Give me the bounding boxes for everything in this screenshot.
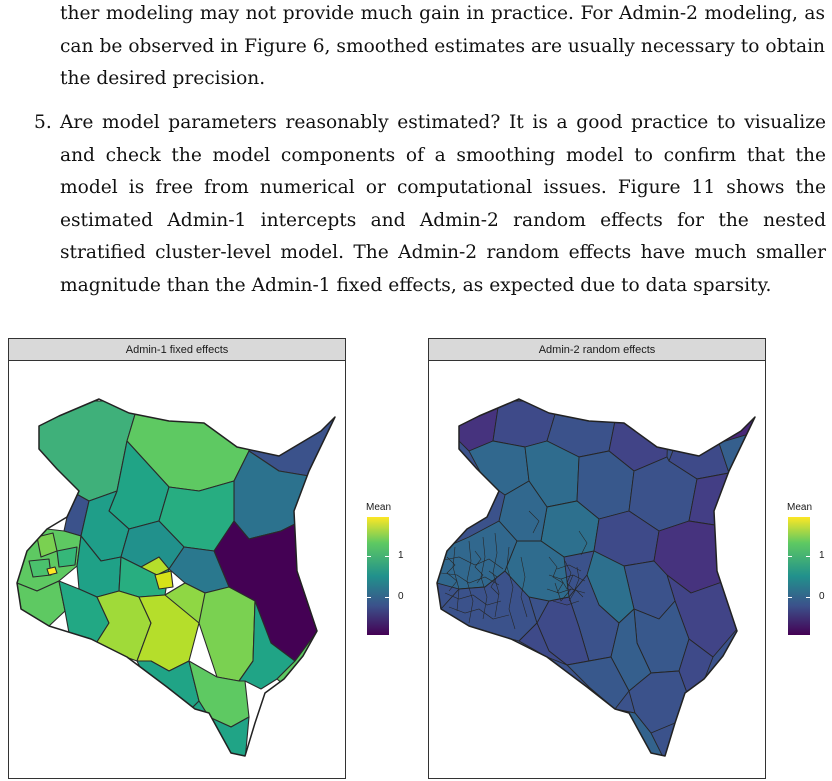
tick-label-1: 1 — [398, 550, 404, 561]
tick-1-right — [806, 556, 810, 557]
tick-label-0: 0 — [398, 591, 404, 602]
list-item-number: 5. — [34, 112, 52, 133]
tick-label-0: 0 — [819, 591, 825, 602]
tick-0-left — [788, 597, 792, 598]
admin1-fixed-effects-map — [9, 361, 345, 778]
colorbar — [788, 517, 810, 635]
admin2-random-effects-map — [429, 361, 765, 778]
tick-1-left — [788, 556, 792, 557]
tick-0-right — [385, 597, 389, 598]
tick-label-1: 1 — [819, 550, 825, 561]
legend-title: Mean — [787, 502, 813, 513]
legend-title: Mean — [366, 502, 392, 513]
panel-strip-title: Admin-2 random effects — [429, 339, 765, 361]
colorbar — [367, 517, 389, 635]
tick-0-left — [367, 597, 371, 598]
tick-0-right — [806, 597, 810, 598]
list-item-text: Are model parameters reasonably estimated? It is a good practice to visualize and check the model components of a smoothing model to confirm that the model is free from numerical or computational issues. Figure 11 shows the estimated Admin-1 intercepts and Admin-2 random effects for the nested stratified cluster-level model. The Admin-2 random effects have much smaller magnitude than the Admin-1 fixed effects, as expected due to data sparsity. — [60, 112, 826, 296]
tick-1-right — [385, 556, 389, 557]
panel-strip-title: Admin-1 fixed effects — [9, 339, 345, 361]
admin2-map-panel — [428, 338, 766, 779]
tick-1-left — [367, 556, 371, 557]
admin1-map-panel — [8, 338, 346, 779]
paragraph-continued: ther modeling may not provide much gain in practice. For Admin-2 modeling, as can be observed in Figure 6, smoothed estimates are usually necessary to obtain the desired precision. — [60, 3, 825, 89]
